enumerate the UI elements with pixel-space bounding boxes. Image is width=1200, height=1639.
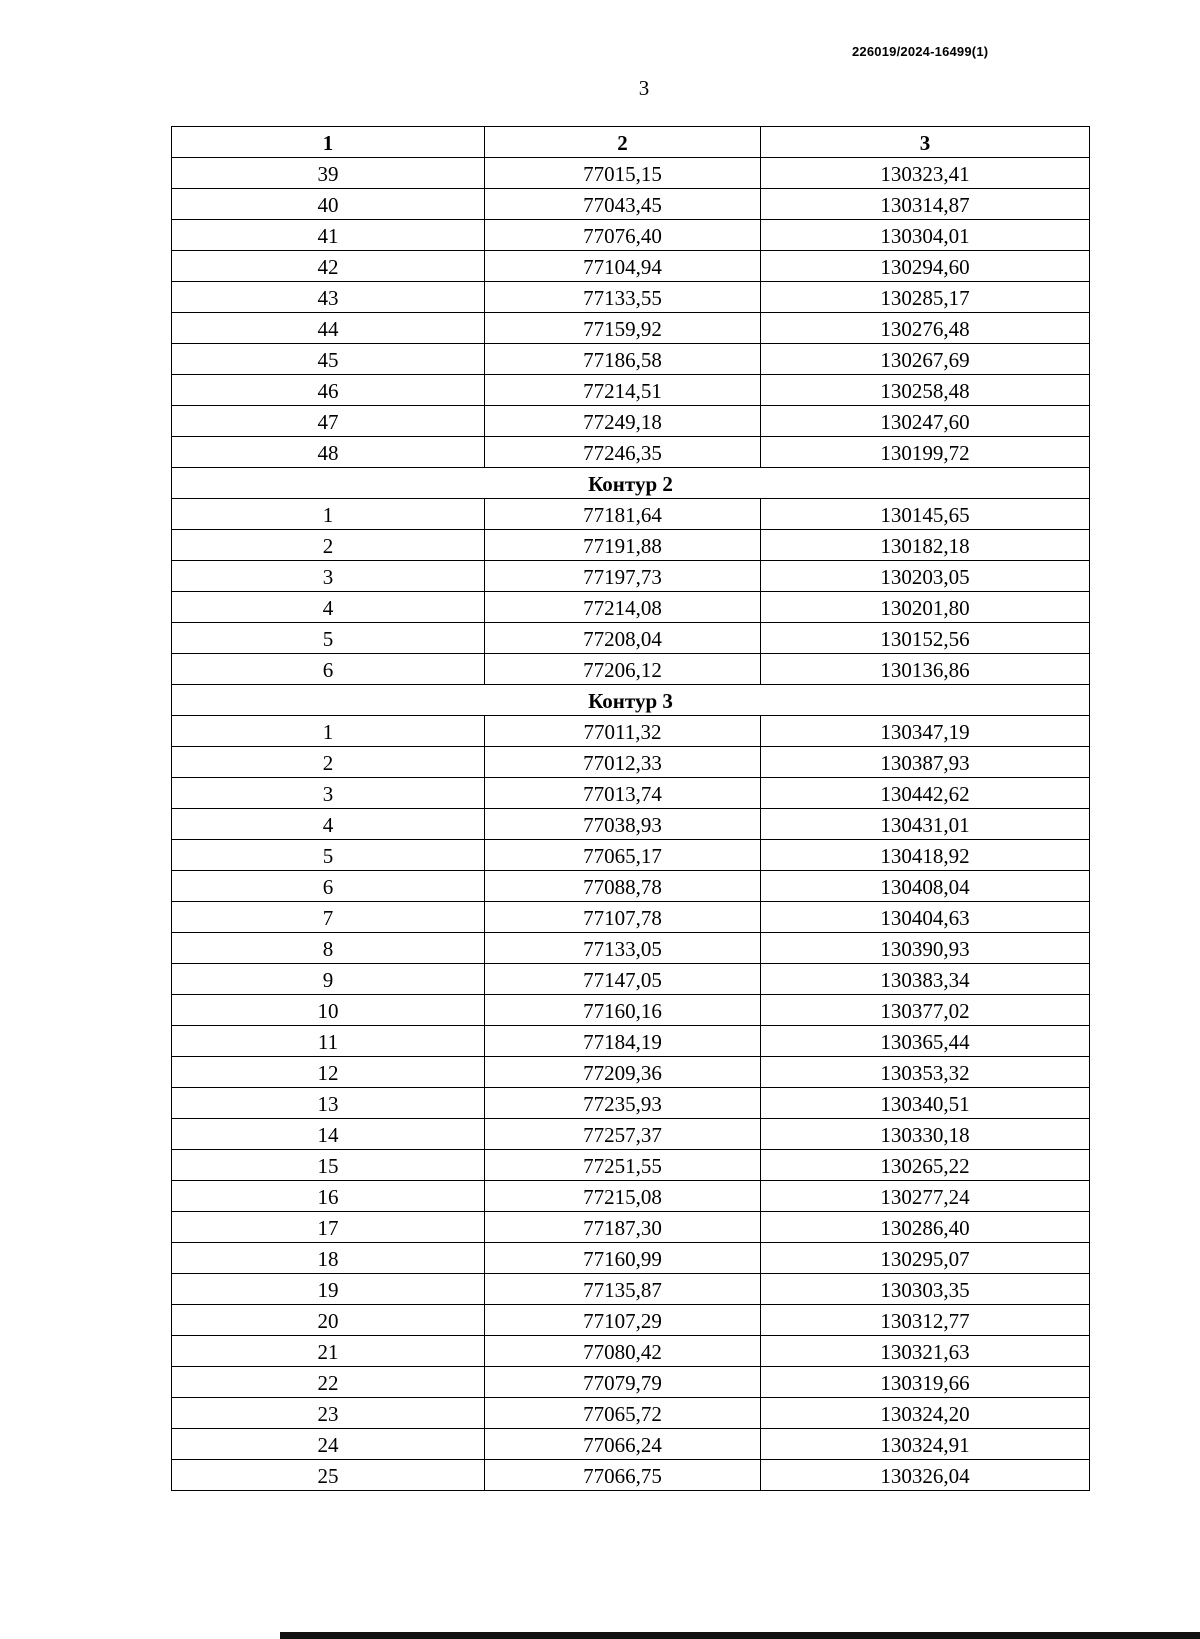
table-row [172,282,1090,313]
scan-edge-line [280,1632,1200,1639]
table-row [172,1305,1090,1336]
x-coordinate-cell: 77076,40 [485,220,761,251]
point-number-cell: 43 [172,282,485,313]
x-coordinate-cell: 77184,19 [485,1026,761,1057]
y-coordinate-cell: 130319,66 [761,1367,1090,1398]
y-coordinate-cell: 130303,35 [761,1274,1090,1305]
x-coordinate-cell: 77012,33 [485,747,761,778]
y-coordinate-cell: 130258,48 [761,375,1090,406]
x-coordinate-cell: 77214,08 [485,592,761,623]
point-number-cell: 8 [172,933,485,964]
table-row [172,1150,1090,1181]
table-row [172,1212,1090,1243]
table-row [172,220,1090,251]
x-coordinate-cell: 77080,42 [485,1336,761,1367]
x-coordinate-cell: 77038,93 [485,809,761,840]
x-coordinate-cell: 77015,15 [485,158,761,189]
x-coordinate-cell: 77088,78 [485,871,761,902]
x-coordinate-cell: 77013,74 [485,778,761,809]
contour-header-row [172,468,1090,499]
y-coordinate-cell: 130353,32 [761,1057,1090,1088]
table-row [172,778,1090,809]
y-coordinate-cell: 130326,04 [761,1460,1090,1491]
y-coordinate-cell: 130294,60 [761,251,1090,282]
point-number-cell: 4 [172,809,485,840]
table-row [172,375,1090,406]
y-coordinate-cell: 130276,48 [761,313,1090,344]
point-number-cell: 7 [172,902,485,933]
table-body [172,158,1090,1491]
point-number-cell: 45 [172,344,485,375]
y-coordinate-cell: 130201,80 [761,592,1090,623]
y-coordinate-cell: 130321,63 [761,1336,1090,1367]
table-row [172,1057,1090,1088]
x-coordinate-cell: 77208,04 [485,623,761,654]
table-row [172,1088,1090,1119]
y-coordinate-cell: 130324,20 [761,1398,1090,1429]
point-number-cell: 5 [172,840,485,871]
table-row [172,189,1090,220]
point-number-cell: 3 [172,561,485,592]
column-header: 2 [485,127,761,158]
table-row [172,747,1090,778]
y-coordinate-cell: 130304,01 [761,220,1090,251]
y-coordinate-cell: 130442,62 [761,778,1090,809]
x-coordinate-cell: 77043,45 [485,189,761,220]
x-coordinate-cell: 77215,08 [485,1181,761,1212]
y-coordinate-cell: 130431,01 [761,809,1090,840]
point-number-cell: 46 [172,375,485,406]
point-number-cell: 16 [172,1181,485,1212]
coordinates-table [171,126,1090,1491]
x-coordinate-cell: 77186,58 [485,344,761,375]
x-coordinate-cell: 77133,05 [485,933,761,964]
x-coordinate-cell: 77065,72 [485,1398,761,1429]
y-coordinate-cell: 130314,87 [761,189,1090,220]
point-number-cell: 2 [172,530,485,561]
point-number-cell: 2 [172,747,485,778]
table-row [172,840,1090,871]
y-coordinate-cell: 130145,65 [761,499,1090,530]
point-number-cell: 22 [172,1367,485,1398]
x-coordinate-cell: 77197,73 [485,561,761,592]
table-row [172,437,1090,468]
table-row [172,1181,1090,1212]
table-row [172,344,1090,375]
table-row [172,561,1090,592]
point-number-cell: 19 [172,1274,485,1305]
y-coordinate-cell: 130285,17 [761,282,1090,313]
y-coordinate-cell: 130390,93 [761,933,1090,964]
point-number-cell: 44 [172,313,485,344]
point-number-cell: 1 [172,716,485,747]
point-number-cell: 15 [172,1150,485,1181]
point-number-cell: 14 [172,1119,485,1150]
y-coordinate-cell: 130323,41 [761,158,1090,189]
x-coordinate-cell: 77135,87 [485,1274,761,1305]
y-coordinate-cell: 130277,24 [761,1181,1090,1212]
column-header: 3 [761,127,1090,158]
table-row [172,1243,1090,1274]
point-number-cell: 4 [172,592,485,623]
point-number-cell: 47 [172,406,485,437]
point-number-cell: 5 [172,623,485,654]
x-coordinate-cell: 77011,32 [485,716,761,747]
contour-header-row [172,685,1090,716]
table-row [172,1336,1090,1367]
x-coordinate-cell: 77104,94 [485,251,761,282]
y-coordinate-cell: 130312,77 [761,1305,1090,1336]
table-row [172,809,1090,840]
x-coordinate-cell: 77214,51 [485,375,761,406]
table-header-row [172,127,1090,158]
y-coordinate-cell: 130340,51 [761,1088,1090,1119]
table-row [172,871,1090,902]
table-row [172,933,1090,964]
table-row [172,623,1090,654]
table-row [172,1026,1090,1057]
contour-label: Контур 3 [172,685,1090,716]
table-row [172,716,1090,747]
y-coordinate-cell: 130387,93 [761,747,1090,778]
point-number-cell: 10 [172,995,485,1026]
table-row [172,964,1090,995]
table-row [172,1274,1090,1305]
x-coordinate-cell: 77209,36 [485,1057,761,1088]
y-coordinate-cell: 130408,04 [761,871,1090,902]
x-coordinate-cell: 77107,29 [485,1305,761,1336]
x-coordinate-cell: 77160,16 [485,995,761,1026]
y-coordinate-cell: 130324,91 [761,1429,1090,1460]
x-coordinate-cell: 77159,92 [485,313,761,344]
x-coordinate-cell: 77065,17 [485,840,761,871]
point-number-cell: 18 [172,1243,485,1274]
page-number: 3 [638,76,650,100]
x-coordinate-cell: 77066,24 [485,1429,761,1460]
x-coordinate-cell: 77181,64 [485,499,761,530]
table-row [172,654,1090,685]
point-number-cell: 13 [172,1088,485,1119]
x-coordinate-cell: 77160,99 [485,1243,761,1274]
x-coordinate-cell: 77066,75 [485,1460,761,1491]
point-number-cell: 12 [172,1057,485,1088]
point-number-cell: 1 [172,499,485,530]
point-number-cell: 20 [172,1305,485,1336]
y-coordinate-cell: 130404,63 [761,902,1090,933]
table-row [172,1119,1090,1150]
contour-label: Контур 2 [172,468,1090,499]
y-coordinate-cell: 130199,72 [761,437,1090,468]
y-coordinate-cell: 130152,56 [761,623,1090,654]
y-coordinate-cell: 130265,22 [761,1150,1090,1181]
y-coordinate-cell: 130295,07 [761,1243,1090,1274]
x-coordinate-cell: 77249,18 [485,406,761,437]
point-number-cell: 23 [172,1398,485,1429]
table-row [172,313,1090,344]
point-number-cell: 48 [172,437,485,468]
table-row [172,1460,1090,1491]
table-row [172,1398,1090,1429]
document-id: 226019/2024-16499(1) [852,44,989,59]
y-coordinate-cell: 130267,69 [761,344,1090,375]
table-row [172,902,1090,933]
table-row [172,995,1090,1026]
column-header: 1 [172,127,485,158]
point-number-cell: 40 [172,189,485,220]
table-row [172,1367,1090,1398]
point-number-cell: 24 [172,1429,485,1460]
table-row [172,406,1090,437]
x-coordinate-cell: 77257,37 [485,1119,761,1150]
point-number-cell: 11 [172,1026,485,1057]
point-number-cell: 39 [172,158,485,189]
x-coordinate-cell: 77079,79 [485,1367,761,1398]
table-row [172,251,1090,282]
x-coordinate-cell: 77246,35 [485,437,761,468]
x-coordinate-cell: 77187,30 [485,1212,761,1243]
point-number-cell: 6 [172,871,485,902]
x-coordinate-cell: 77251,55 [485,1150,761,1181]
y-coordinate-cell: 130286,40 [761,1212,1090,1243]
point-number-cell: 3 [172,778,485,809]
point-number-cell: 21 [172,1336,485,1367]
x-coordinate-cell: 77206,12 [485,654,761,685]
y-coordinate-cell: 130418,92 [761,840,1090,871]
table-row [172,1429,1090,1460]
table-row [172,499,1090,530]
point-number-cell: 6 [172,654,485,685]
y-coordinate-cell: 130182,18 [761,530,1090,561]
y-coordinate-cell: 130203,05 [761,561,1090,592]
y-coordinate-cell: 130247,60 [761,406,1090,437]
y-coordinate-cell: 130136,86 [761,654,1090,685]
table-row [172,158,1090,189]
y-coordinate-cell: 130365,44 [761,1026,1090,1057]
x-coordinate-cell: 77147,05 [485,964,761,995]
point-number-cell: 25 [172,1460,485,1491]
point-number-cell: 9 [172,964,485,995]
point-number-cell: 42 [172,251,485,282]
x-coordinate-cell: 77235,93 [485,1088,761,1119]
point-number-cell: 41 [172,220,485,251]
point-number-cell: 17 [172,1212,485,1243]
y-coordinate-cell: 130377,02 [761,995,1090,1026]
y-coordinate-cell: 130383,34 [761,964,1090,995]
y-coordinate-cell: 130330,18 [761,1119,1090,1150]
y-coordinate-cell: 130347,19 [761,716,1090,747]
table-row [172,592,1090,623]
x-coordinate-cell: 77133,55 [485,282,761,313]
x-coordinate-cell: 77107,78 [485,902,761,933]
table-row [172,530,1090,561]
x-coordinate-cell: 77191,88 [485,530,761,561]
